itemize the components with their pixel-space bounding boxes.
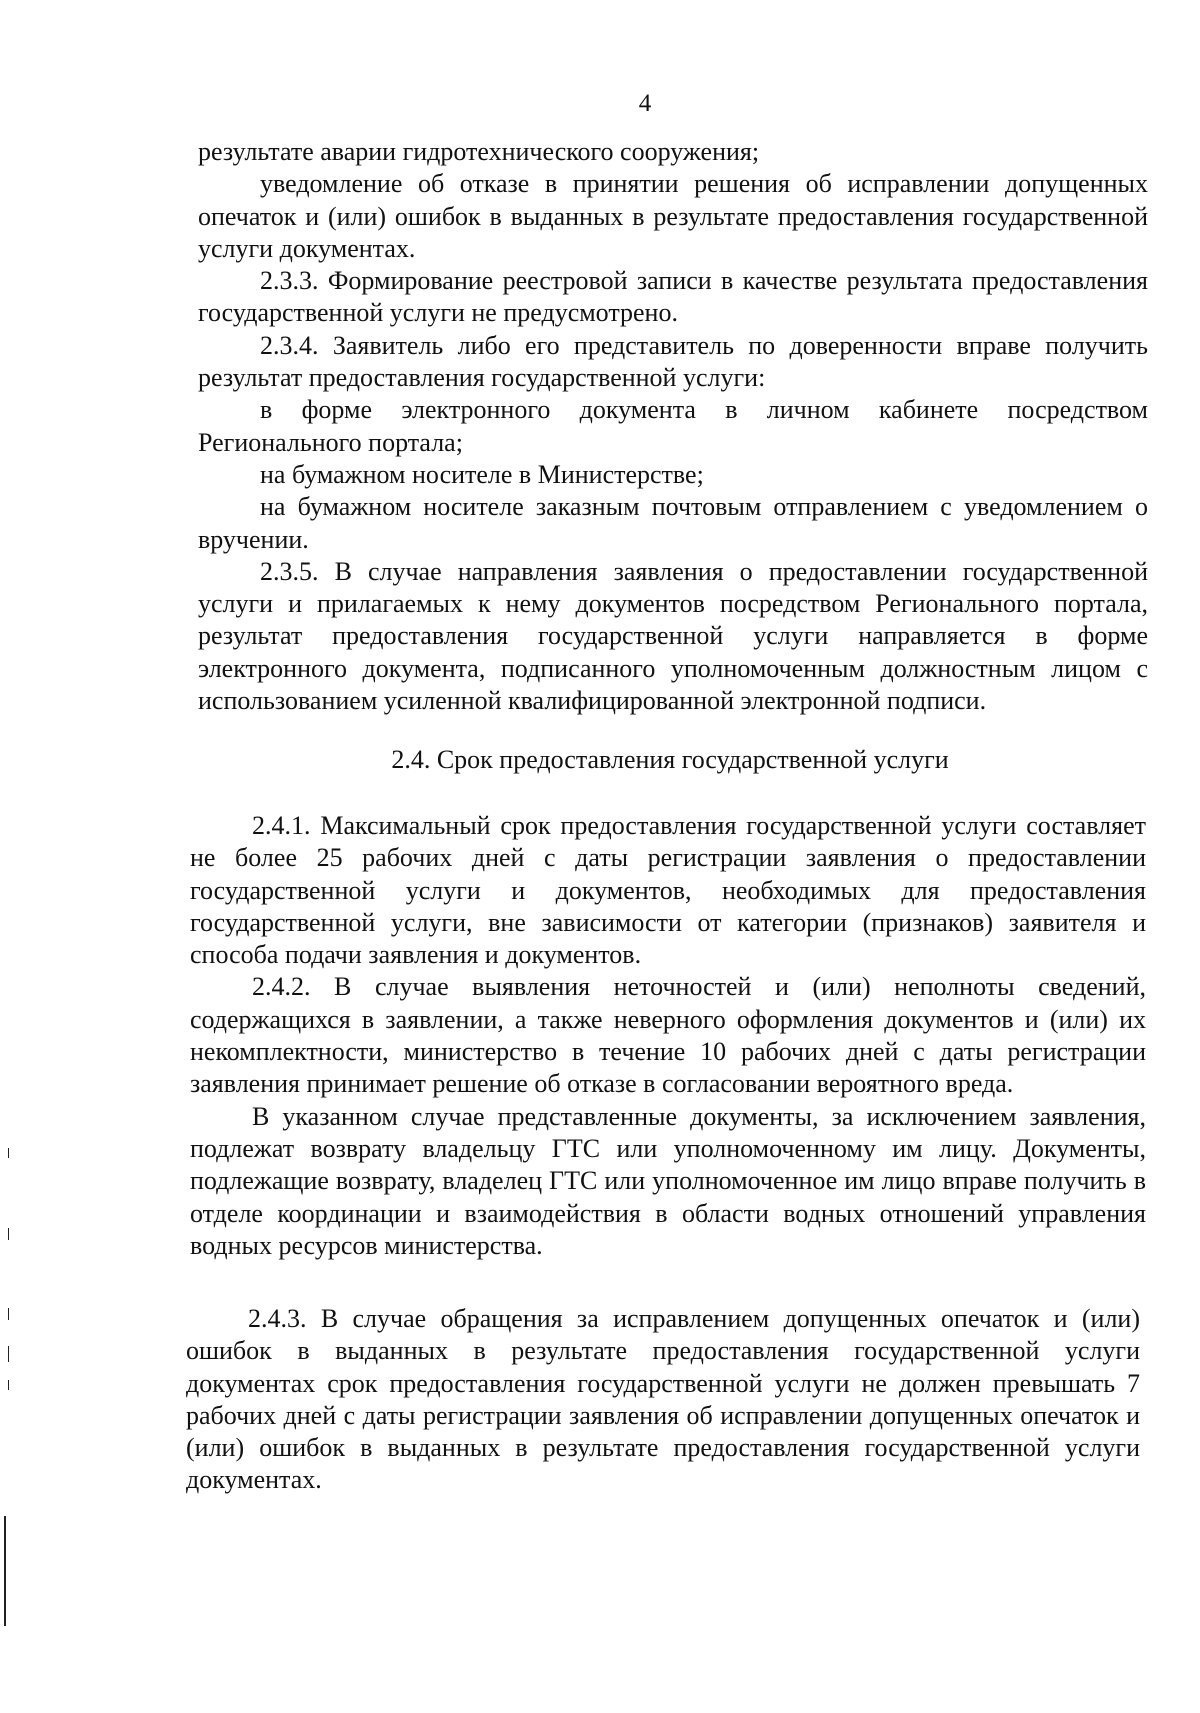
paragraph-documents-return: В указанном случае представленные документы, за исключением заявления, подлежат возврату владельцу ГТС или уполномоченному им лицу. Документы, подлежащие возврату, владелец ГТС или уполномоченное им лицо вправе получить в отделе координации и взаимодействия в области водных отношений управления водных ресурсов министерства. (190, 1101, 1146, 1260)
section-2-4-body-a (190, 810, 1146, 1262)
paragraph-2-4-2: 2.4.2. В случае выявления неточностей и (или) неполноты сведений, содержащихся в заявлении, а также неверного оформления документов и (или) их некомплектности, министерство в течение 10 рабочих дней с даты регистрации заявления принимает решение об отказе в согласовании вероятного вреда. (190, 972, 1146, 1099)
scan-margin-mark (8, 1228, 9, 1240)
paragraph-paper-mail: на бумажном носителе заказным почтовым отправлением с уведомлением о вручении. (198, 492, 1148, 554)
scan-margin-mark (8, 1380, 9, 1390)
paragraph-paper-ministry: на бумажном носителе в Министерстве; (260, 459, 704, 489)
scan-margin-mark (4, 1516, 6, 1626)
section-2-4-body-b (186, 1303, 1140, 1497)
section-2-4-heading: 2.4. Срок предоставления государственной услуги (391, 745, 949, 774)
paragraph-notice-of-refusal: уведомление об отказе в принятии решения об исправлении допущенных опечаток и (или) ошибок в выданных в результате предоставления государственной услуги документах. (198, 169, 1148, 263)
scan-margin-mark (8, 1346, 9, 1362)
paragraph-2-3-4: 2.3.4. Заявитель либо его представитель по доверенности вправе получить результат предоставления государственной услуги: (198, 330, 1148, 393)
paragraph-2-4-3: 2.4.3. В случае обращения за исправлением допущенных опечаток и (или) ошибок в выданных в результате предоставления государственной услуги документах срок предоставления государственной услуги не должен превышать 7 рабочих дней с даты регистрации заявления об исправлении допущенных опечаток и (или) ошибок в выданных в результате предоставления государственной услуги документах. (186, 1304, 1140, 1495)
paragraph-2-3-3: 2.3.3. Формирование реестровой записи в качестве результата предоставления государственной услуги не предусмотрено. (198, 266, 1148, 328)
paragraph-2-3-5: 2.3.5. В случае направления заявления о предоставлении государственной услуги и прилагаемых к нему документов посредством Регионального портала, результат предоставления государственной услуги направляется в форме электронного документа, подписанного уполномоченным должностным лицом с использованием усиленной квалифицированной электронной подписи. (198, 556, 1148, 716)
page-number: 4 (638, 90, 652, 117)
paragraph-continuation: результате аварии гидротехнического сооружения; (198, 137, 760, 166)
scan-margin-mark (8, 1148, 9, 1158)
paragraph-2-4-1: 2.4.1. Максимальный срок предоставления государственной услуги составляет не более 25 рабочих дней с даты регистрации заявления о предоставлении государственной услуги и документов, необходимых для предоставления государственной услуги, вне зависимости от категории (признаков) заявителя и способа подачи заявления и документов. (190, 811, 1146, 970)
scan-margin-mark (8, 1308, 9, 1320)
section-2-3-body (198, 136, 1148, 717)
paragraph-electronic-form: в форме электронного документа в личном кабинете посредством Регионального портала; (198, 395, 1148, 457)
